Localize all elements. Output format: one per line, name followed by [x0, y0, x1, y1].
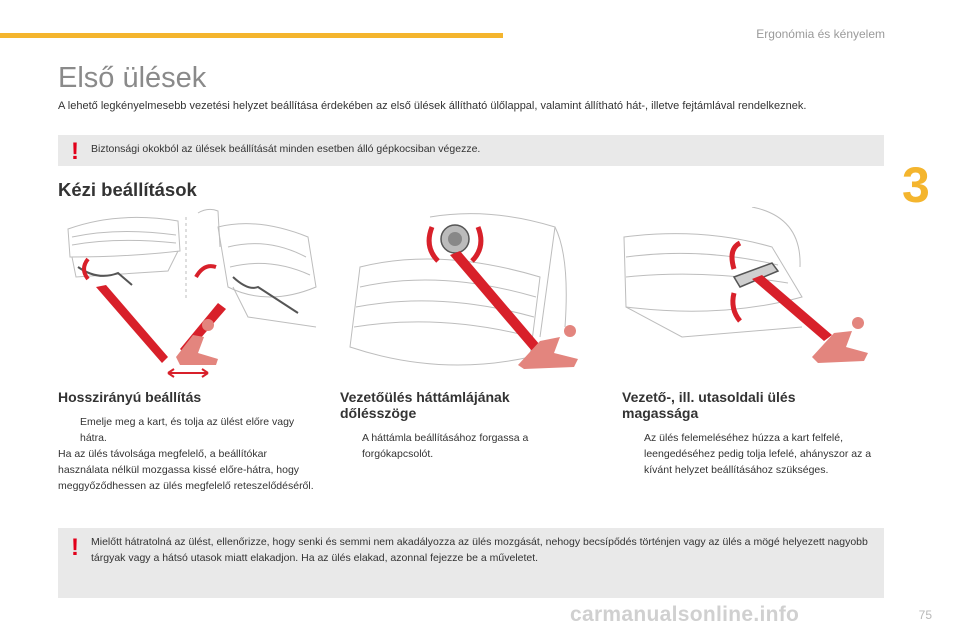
intro-text: A lehető legkényelmesebb vezetési helyzet beállítása érdekében az első ülések állítható ülőlappal, valamint állítható hát-, illetve fejtámlával rendelkeznek.	[58, 100, 807, 112]
warning-text-top: Biztonsági okokból az ülések beállítását minden esetben álló gépkocsiban végezze.	[91, 143, 481, 155]
column-text-backrest	[340, 430, 580, 462]
watermark: carmanualsonline.info	[570, 603, 800, 626]
bullet-icon	[58, 414, 80, 446]
bullet-text: Emelje meg a kart, és tolja az ülést előre vagy hátra.	[80, 416, 295, 444]
header-accent-bar	[0, 33, 503, 38]
column-title-longitudinal: Hosszirányú beállítás	[58, 389, 202, 405]
seat-height-illustration	[622, 207, 884, 379]
chapter-number: 3	[902, 157, 930, 213]
seated-person-icon	[812, 317, 868, 363]
page-title: Első ülések	[58, 62, 207, 94]
bullet-icon	[340, 430, 362, 462]
paragraph-text: Ha az ülés távolsága megfelelő, a beállítókar használata nélkül mozgassa kissé előre-hátra, hogy meggyőződhessen az ülés megfelelő reteszelődéséről.	[58, 448, 314, 492]
warning-icon: !	[71, 138, 79, 165]
section-title: Ergonómia és kényelem	[756, 27, 885, 41]
backrest-knob-illustration	[340, 207, 602, 379]
column-text-longitudinal	[58, 414, 316, 494]
warning-text-bottom: Mielőtt hátratolná az ülést, ellenőrizze, hogy senki és semmi nem akadályozza az ülés mozgását, nehogy becsípődés történjen vagy az ülés a mögé helyezett nagyobb tárgyak vagy a hátsó utasok miatt elakadjon. Ha az ülés elakad, azonnal fejezze be a műveletet.	[91, 536, 868, 564]
seat-lever-illustration	[58, 207, 320, 379]
bullet-text: A háttámla beállításához forgassa a forgókapcsolót.	[362, 432, 529, 460]
bullet-item	[58, 414, 316, 446]
bullet-icon	[622, 430, 644, 478]
bullet-text: Az ülés felemeléséhez húzza a kart felfelé, leengedéséhez pedig tolja lefelé, ahányszor az a kívánt helyzet beállításához szükséges.	[644, 432, 872, 476]
seated-person-icon	[176, 319, 218, 365]
warning-box-top	[58, 135, 884, 166]
bullet-item	[340, 430, 580, 462]
page-number: 75	[918, 608, 932, 622]
column-title-backrest: Vezetőülés háttámlájának dőlésszöge	[340, 389, 510, 421]
column-title-height: Vezető-, ill. utasoldali ülés magassága	[622, 389, 796, 421]
section-subtitle: Kézi beállítások	[58, 179, 197, 200]
warning-box-bottom	[58, 528, 884, 598]
warning-icon: !	[71, 534, 79, 561]
column-text-height	[622, 430, 886, 478]
bullet-item	[622, 430, 886, 478]
